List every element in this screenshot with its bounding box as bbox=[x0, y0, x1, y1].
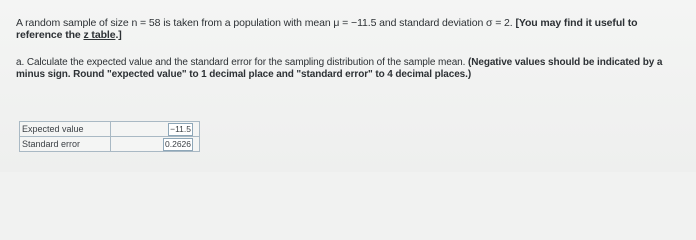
hint-prefix: [You may find it useful to reference the bbox=[16, 17, 638, 41]
z-table-link[interactable]: z table bbox=[83, 29, 116, 41]
expected-value-cell bbox=[111, 122, 200, 137]
part-a-text: Calculate the expected value and the standard error for the sampling distribution of the sample mean. bbox=[26, 57, 466, 68]
part-a-instructions: (Negative values should be indicated by a minus sign. Round "expected value" to 1 decimal place and "standard error" to 4 decimal places.) bbox=[16, 57, 663, 80]
part-a-label: a. bbox=[16, 57, 25, 68]
table-row bbox=[20, 137, 200, 152]
hint-suffix: .] bbox=[115, 29, 122, 41]
expected-value-input[interactable]: −11.5 bbox=[170, 124, 191, 134]
standard-error-input[interactable]: 0.2626 bbox=[165, 139, 191, 149]
part-a-prompt bbox=[16, 57, 686, 81]
table-row bbox=[20, 122, 200, 137]
problem-intro: A random sample of size n = 58 is taken from a population with mean μ = −11.5 and standard deviation σ = 2. bbox=[16, 17, 513, 29]
answer-table bbox=[19, 121, 200, 152]
problem-statement bbox=[16, 17, 686, 41]
standard-error-label: Standard error bbox=[20, 137, 111, 152]
standard-error-cell bbox=[111, 137, 200, 152]
expected-value-label: Expected value bbox=[20, 122, 111, 137]
